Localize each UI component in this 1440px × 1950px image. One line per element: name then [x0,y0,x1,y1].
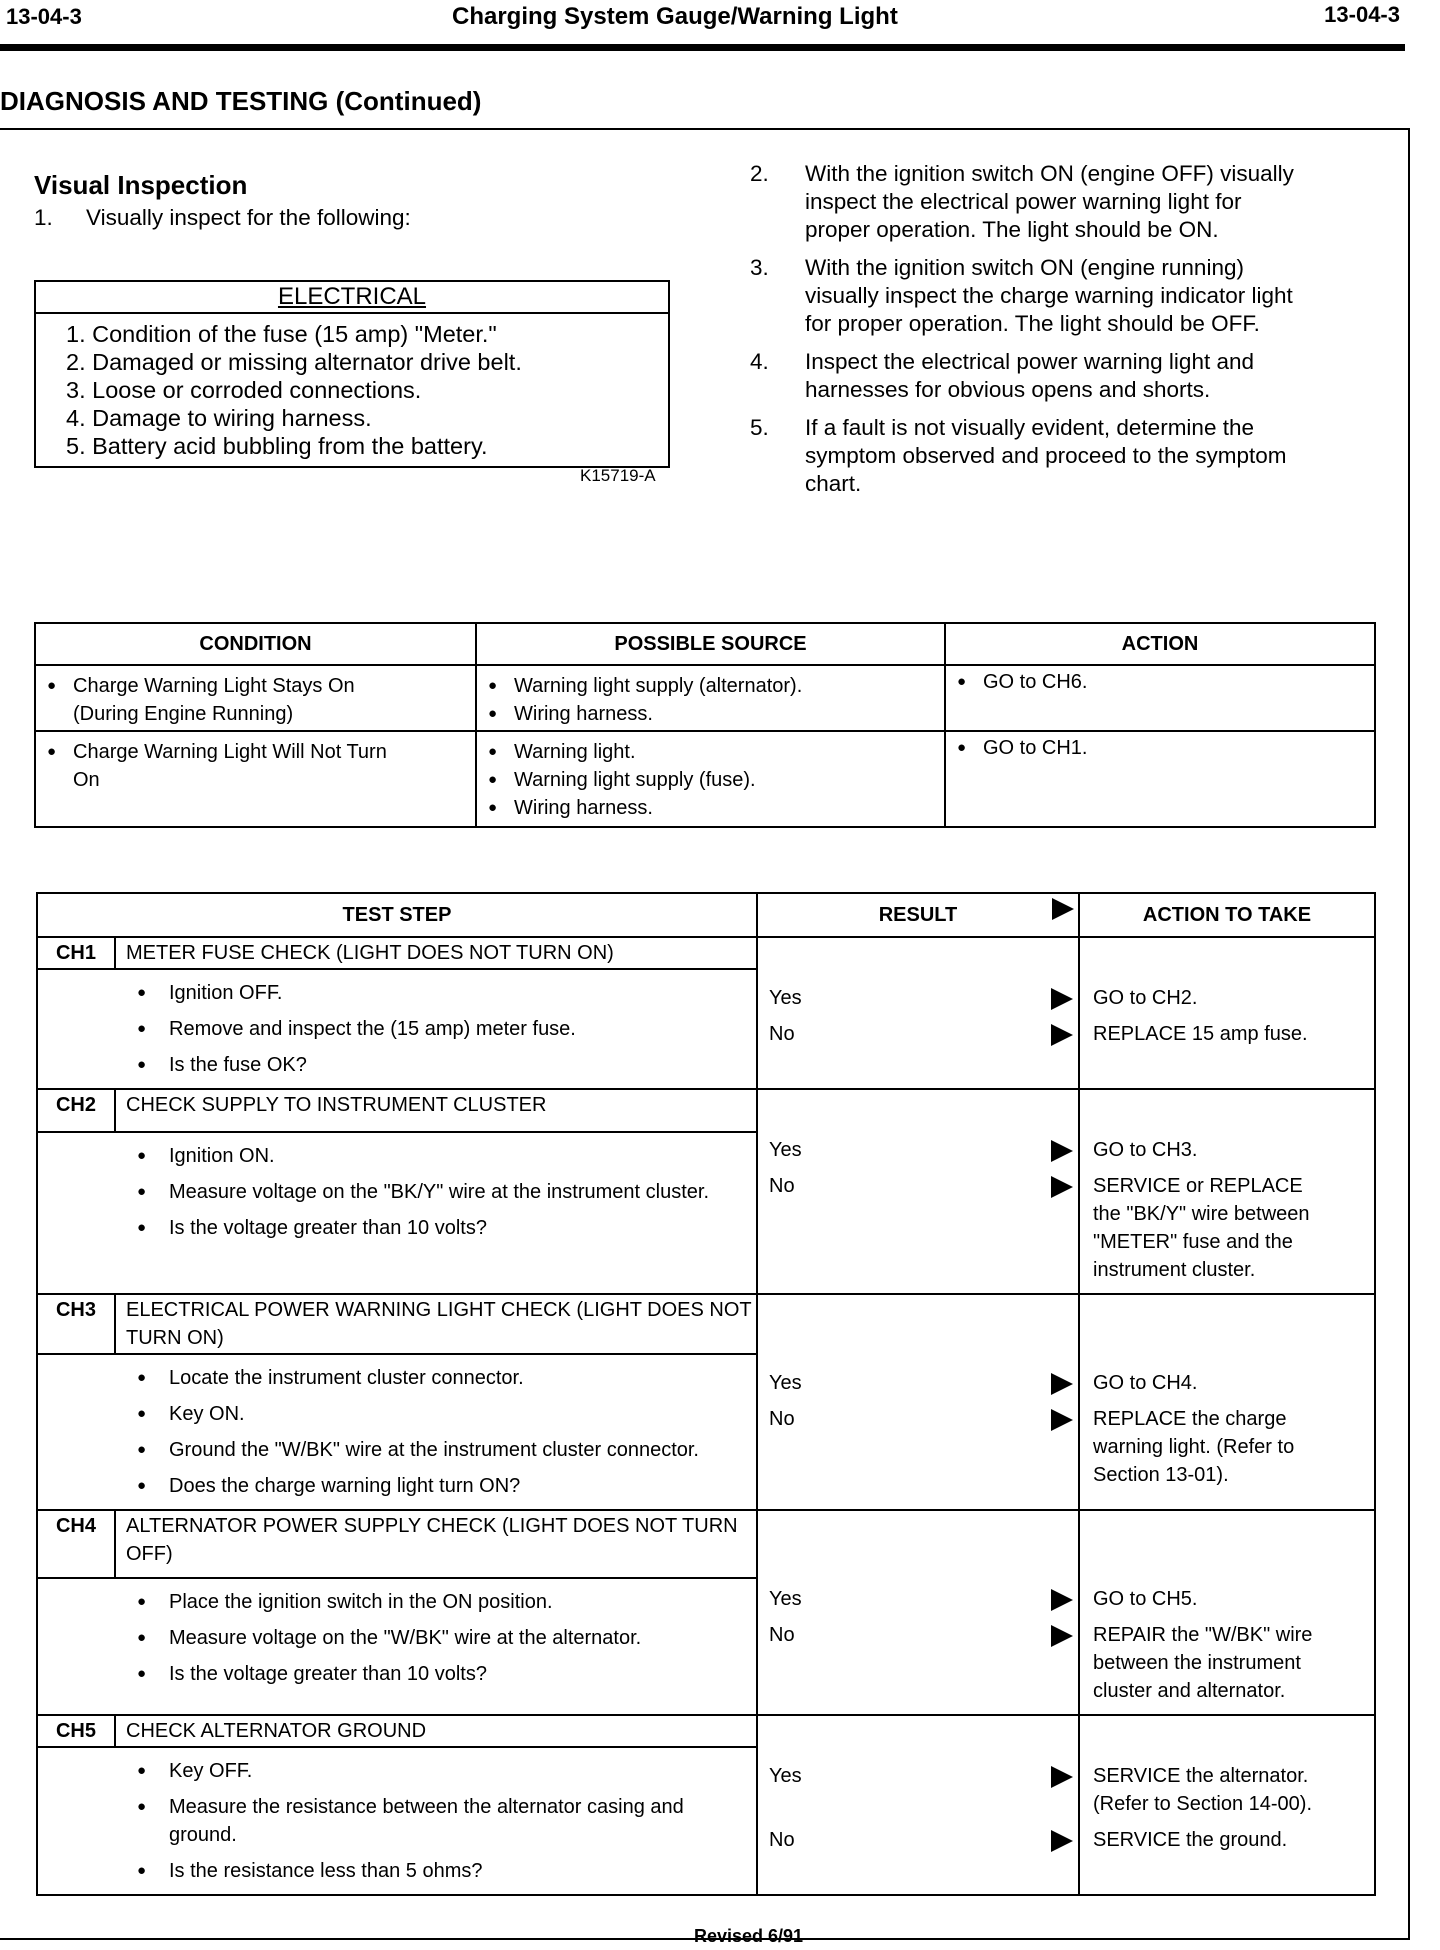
step-line: chart. [805,471,862,496]
electrical-box [34,280,670,468]
action-text [1081,1621,1373,1705]
action-line: SERVICE the alternator. [1093,1765,1309,1787]
action-text [1081,1762,1373,1818]
action-text: REPLACE 15 amp fuse. [1093,1023,1308,1045]
step-id: CH3 [37,1294,115,1354]
result-row [759,1405,1077,1433]
result-row [759,1369,1077,1397]
condition-line: On [73,769,100,791]
table-row [35,665,1375,731]
column-header-source: POSSIBLE SOURCE [476,623,945,665]
test-bullet: ● Remove and inspect the (15 amp) meter fuse. [39,1015,755,1043]
test-bullet: ● Measure the resistance between the alternator casing and ground. [39,1793,755,1849]
test-bullet: ● Ground the "W/BK" wire at the instrument cluster connector. [39,1436,755,1464]
result-row [759,1172,1077,1200]
test-bullet: ● Is the fuse OK? [39,1051,755,1079]
visual-inspection-title: Visual Inspection [34,170,248,200]
source-item: ● Warning light supply (fuse). [478,766,943,794]
step-line: visually inspect the charge warning indicator light [805,283,1293,308]
result-value: Yes [769,987,802,1009]
test-bullet: ● Measure voltage on the "BK/Y" wire at the instrument cluster. [39,1178,755,1206]
test-bullet: ● Is the resistance less than 5 ohms? [39,1857,755,1885]
inspection-steps [750,160,1370,508]
test-bullet: ● Does the charge warning light turn ON? [39,1472,755,1500]
step-line: Inspect the electrical power warning light and [805,349,1255,374]
arrow-right-icon [1051,1140,1073,1162]
result-value: Yes [769,1765,802,1787]
step-title: ALTERNATOR POWER SUPPLY CHECK (LIGHT DOES NOT TURN OFF) [115,1510,757,1578]
test-step-table [36,892,1376,1896]
step-id: CH2 [37,1089,115,1132]
result-value: No [769,1829,795,1851]
step-1-number: 1. [34,205,53,230]
step-line: inspect the electrical power warning light for [805,189,1242,214]
revision-footer: Revised 6/91 [694,1926,804,1946]
action-text: GO to CH4. [1093,1372,1198,1394]
header-rule [0,44,1405,51]
step-title: METER FUSE CHECK (LIGHT DOES NOT TURN ON) [115,937,757,969]
test-bullet: ● Key OFF. [39,1757,755,1785]
result-row [759,1585,1077,1613]
column-header-test-step: TEST STEP [37,893,757,937]
arrow-right-icon [1051,1409,1073,1431]
arrow-right-icon [1051,1373,1073,1395]
page-number-left: 13-04-3 [6,4,82,29]
page-title: Charging System Gauge/Warning Light [452,3,898,30]
list-item: 4. Damage to wiring harness. [66,405,372,431]
result-value: Yes [769,1139,802,1161]
arrow-right-icon [1051,1766,1073,1788]
action-line: Section 13-01). [1093,1464,1229,1486]
figure-code: K15719-A [580,466,656,485]
condition-text [37,738,474,794]
result-row [759,1762,1077,1790]
source-item: ● Warning light. [478,738,943,766]
step-id: CH1 [37,937,115,969]
arrow-right-icon [1051,1830,1073,1852]
result-value: Yes [769,1372,802,1394]
arrow-right-icon [1051,1024,1073,1046]
step-line: harnesses for obvious opens and shorts. [805,377,1211,402]
step-1-text: Visually inspect for the following: [86,205,411,230]
column-header-condition: CONDITION [35,623,476,665]
list-item: 1. Condition of the fuse (15 amp) "Meter." [66,321,497,347]
action-text [1081,1405,1373,1489]
step-line: proper operation. The light should be ON. [805,217,1219,242]
table-row [37,1510,1375,1578]
action-text: GO to CH2. [1093,987,1198,1009]
action-text: GO to CH3. [1093,1139,1198,1161]
step-line: With the ignition switch ON (engine running) [805,255,1244,280]
test-bullet: ● Measure voltage on the "W/BK" wire at the alternator. [39,1624,755,1652]
test-bullet: ● Locate the instrument cluster connector. [39,1364,755,1392]
column-header-action-to-take: ACTION TO TAKE [1079,893,1375,937]
step-line: for proper operation. The light should be OFF. [805,311,1260,336]
step-5 [750,414,1370,498]
action-line: (Refer to Section 14-00). [1093,1793,1312,1815]
result-row [759,1136,1077,1164]
action-text [1081,1172,1373,1284]
source-item: ● Wiring harness. [478,700,943,728]
result-header-label: RESULT [878,904,958,926]
step-title: ELECTRICAL POWER WARNING LIGHT CHECK (LIGHT DOES NOT TURN ON) [115,1294,757,1354]
list-item: 2. Damaged or missing alternator drive belt. [66,349,522,375]
step-id: CH4 [37,1510,115,1578]
source-item: ● Warning light supply (alternator). [478,672,943,700]
symptom-chart [34,622,1376,828]
action-line: between the instrument [1093,1652,1301,1674]
arrow-right-icon [1051,1589,1073,1611]
test-bullet: ● Is the voltage greater than 10 volts? [39,1660,755,1688]
column-header-action: ACTION [945,623,1375,665]
action-text: ● GO to CH1. [947,734,1373,762]
result-value: No [769,1408,795,1430]
result-row [759,1020,1077,1048]
table-row [37,1089,1375,1132]
result-row [759,984,1077,1012]
test-bullet: ● Ignition OFF. [39,979,755,1007]
arrow-right-icon [1051,988,1073,1010]
action-line: warning light. (Refer to [1093,1436,1295,1458]
list-item: 3. Loose or corroded connections. [66,377,422,403]
step-id: CH5 [37,1715,115,1747]
step-2 [750,160,1370,244]
result-value: No [769,1023,795,1045]
step-3 [750,254,1370,338]
step-line: With the ignition switch ON (engine OFF) visually [805,161,1294,186]
action-text: ● GO to CH6. [947,668,1373,696]
electrical-list [66,320,522,460]
step-4 [750,348,1370,404]
step-line: symptom observed and proceed to the symptom [805,443,1287,468]
step-number: 5. [750,415,769,440]
step-number: 4. [750,349,769,374]
section-heading: DIAGNOSIS AND TESTING (Continued) [0,86,482,116]
condition-line: ● Charge Warning Light Will Not Turn [73,741,387,763]
step-title: CHECK ALTERNATOR GROUND [115,1715,757,1747]
table-row [37,1715,1375,1747]
table-row [37,937,1375,969]
result-row [759,1621,1077,1649]
arrow-right-icon [1051,1176,1073,1198]
action-line: instrument cluster. [1093,1259,1256,1281]
action-text: GO to CH5. [1093,1588,1198,1610]
action-line: SERVICE or REPLACE [1093,1175,1303,1197]
action-line: REPLACE the charge [1093,1408,1287,1430]
arrow-right-icon [1052,898,1074,920]
table-row [37,1294,1375,1354]
step-line: If a fault is not visually evident, determine the [805,415,1254,440]
condition-line: ● Charge Warning Light Stays On [73,675,355,697]
test-bullet: ● Ignition ON. [39,1142,755,1170]
action-text: SERVICE the ground. [1093,1829,1288,1851]
result-value: No [769,1175,795,1197]
test-bullet: ● Place the ignition switch in the ON position. [39,1588,755,1616]
step-number: 2. [750,161,769,186]
step-1 [34,204,411,232]
result-value: Yes [769,1588,802,1610]
step-title: CHECK SUPPLY TO INSTRUMENT CLUSTER [115,1089,757,1132]
table-row [35,731,1375,827]
action-line: "METER" fuse and the [1093,1231,1293,1253]
result-row [759,1826,1077,1854]
result-value: No [769,1624,795,1646]
condition-text [37,672,474,728]
action-line: REPAIR the "W/BK" wire [1093,1624,1313,1646]
action-line: the "BK/Y" wire between [1093,1203,1310,1225]
test-bullet: ● Key ON. [39,1400,755,1428]
page-number-right: 13-04-3 [1324,2,1400,27]
arrow-right-icon [1051,1625,1073,1647]
step-number: 3. [750,255,769,280]
source-item: ● Wiring harness. [478,794,943,822]
column-header-result [757,893,1079,937]
action-line: cluster and alternator. [1093,1680,1286,1702]
condition-line: (During Engine Running) [73,703,294,725]
list-item: 5. Battery acid bubbling from the battery. [66,433,488,459]
electrical-heading: ELECTRICAL [277,283,427,310]
test-bullet: ● Is the voltage greater than 10 volts? [39,1214,755,1242]
